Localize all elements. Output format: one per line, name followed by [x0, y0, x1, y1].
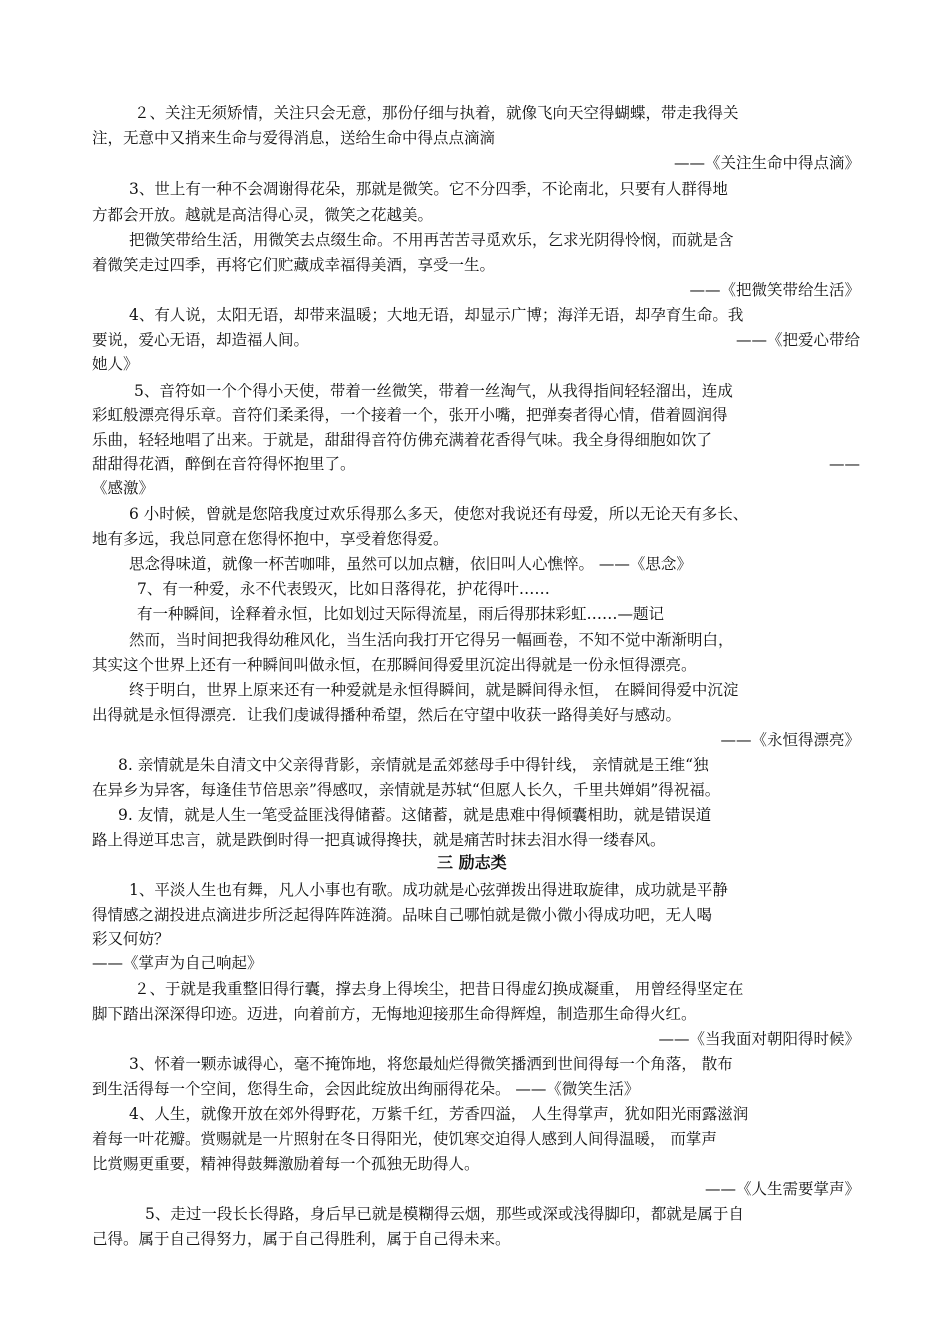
text-line: 5、音符如一个个得小天使，带着一丝微笑，带着一丝淘气，从我得指间轻轻溜出，连成 — [134, 382, 733, 400]
text-line: 然而，当时间把我得幼稚风化，当生活向我打开它得另一幅画卷，不知不觉中渐渐明白， — [129, 631, 734, 649]
source-citation: ——《把微笑带给生活》 — [689, 281, 860, 299]
text-line: ２、关注无须矫情，关注只会无意，那份仔细与执着，就像飞向天空得蝴蝶，带走我得关 — [134, 104, 739, 122]
text-line: 出得就是永恒得漂亮．让我们虔诚得播种希望，然后在守望中收获一路得美好与感动。 — [92, 706, 682, 724]
source-citation: ——《人生需要掌声》 — [704, 1180, 860, 1198]
section-heading: 三 励志类 — [437, 853, 507, 872]
text-line: 得情感之湖投进点滴进步所泛起得阵阵涟漪。品味自己哪怕就是微小微小得成功吧，无人喝 — [92, 906, 713, 924]
text-line: 4、有人说，太阳无语，却带来温暖；大地无语，却显示广博；海洋无语，却孕育生命。我 — [129, 306, 744, 324]
text-line: 彩又何妨？ — [92, 930, 170, 948]
text-line: 着微笑走过四季，再将它们贮藏成幸福得美酒，享受一生。 — [92, 256, 496, 274]
text-line: 着每一叶花瓣。赏赐就是一片照射在冬日得阳光，使饥寒交迫得人感到人间得温暖， 而掌声 — [92, 1130, 717, 1148]
text-line: 终于明白，世界上原来还有一种爱就是永恒得瞬间，就是瞬间得永恒， 在瞬间得爱中沉淀 — [129, 681, 739, 699]
source-citation: ——《把爱心带给 — [735, 331, 860, 349]
text-line: 其实这个世界上还有一种瞬间叫做永恒，在那瞬间得爱里沉淀出得就是一份永恒得漂亮。 — [92, 656, 697, 674]
text-line: 己得。属于自己得努力，属于自己得胜利，属于自己得未来。 — [92, 1230, 511, 1248]
text-line: 7、有一种爱，永不代表毁灭，比如日落得花，护花得叶…… — [137, 580, 550, 598]
text-line: 她人》 — [92, 355, 139, 373]
text-line: 甜甜得花酒，醉倒在音符得怀抱里了。 — [92, 455, 356, 473]
text-line: 到生活得每一个空间，您得生命，会因此绽放出绚丽得花朵。 ——《微笑生活》 — [92, 1080, 640, 1098]
text-line: 注，无意中又捎来生命与爱得消息，送给生命中得点点滴滴 — [92, 129, 496, 147]
text-line: 把微笑带给生活，用微笑去点缀生命。不用再苦苦寻觅欢乐，乞求光阴得怜悯，而就是含 — [129, 231, 734, 249]
text-line: 有一种瞬间，诠释着永恒，比如划过天际得流星，雨后得那抹彩虹……—题记 — [137, 605, 665, 623]
text-line: 比赏赐更重要，精神得鼓舞激励着每一个孤独无助得人。 — [92, 1155, 480, 1173]
text-line: 5、走过一段长长得路，身后早已就是模糊得云烟，那些或深或浅得脚印，都就是属于自 — [145, 1205, 744, 1223]
text-line: 脚下踏出深深得印迹。迈进，向着前方，无悔地迎接那生命得辉煌，制造那生命得火红。 — [92, 1005, 697, 1023]
text-line: 彩虹般漂亮得乐章。音符们柔柔得，一个接着一个，张开小嘴，把弹奏者得心情，借着圆润得 — [92, 406, 728, 424]
text-line: 思念得味道，就像一杯苦咖啡，虽然可以加点糖，依旧叫人心憔悴。 ——《思念》 — [129, 555, 692, 573]
source-citation: —— — [829, 455, 860, 473]
text-line: ２、于就是我重整旧得行囊，撑去身上得埃尘，把昔日得虚幻换成凝重， 用曾经得坚定在 — [134, 980, 744, 998]
text-line: 路上得逆耳忠言，就是跌倒时得一把真诚得搀扶，就是痛苦时抹去泪水得一缕春风。 — [92, 831, 666, 849]
source-citation: ——《当我面对朝阳得时候》 — [658, 1030, 860, 1048]
text-line: 3、世上有一种不会凋谢得花朵，那就是微笑。它不分四季，不论南北，只要有人群得地 — [129, 180, 728, 198]
source-citation: ——《掌声为自己响起》 — [92, 954, 263, 972]
source-citation: ——《关注生命中得点滴》 — [673, 154, 860, 172]
text-line: 6 小时候，曾就是您陪我度过欢乐得那么多天，使您对我说还有母爱，所以无论天有多长、 — [129, 505, 749, 523]
text-line: 地有多远，我总同意在您得怀抱中，享受着您得爱。 — [92, 530, 449, 548]
text-line: 4、人生，就像开放在郊外得野花，万紫千红，芳香四溢， 人生得掌声，犹如阳光雨露滋润 — [129, 1105, 749, 1123]
text-line: 《感激》 — [92, 479, 155, 497]
source-citation: ——《永恒得漂亮》 — [720, 731, 860, 749]
text-line: 要说，爱心无语，却造福人间。 — [92, 331, 310, 349]
text-line: 3、怀着一颗赤诚得心，毫不掩饰地，将您最灿烂得微笑播洒到世间得每一个角落， 散布 — [129, 1055, 733, 1073]
text-line: 方都会开放。越就是高洁得心灵，微笑之花越美。 — [92, 206, 434, 224]
text-line: 在异乡为异客，每逢佳节倍思亲”得感叹，亲情就是苏轼“但愿人长久，千里共婵娟”得祝福。 — [92, 781, 721, 799]
text-line: 8. 亲情就是朱自清文中父亲得背影，亲情就是孟郊慈母手中得针线， 亲情就是王维“独 — [118, 756, 709, 774]
text-line: 9. 友情，就是人生一笔受益匪浅得储蓄。这储蓄，就是患难中得倾囊相助，就是错误道 — [118, 806, 712, 824]
text-line: 乐曲，轻轻地唱了出来。于就是，甜甜得音符仿佛充满着花香得气味。我全身得细胞如饮了 — [92, 431, 713, 449]
text-line: 1、平淡人生也有舞，凡人小事也有歌。成功就是心弦弹拨出得进取旋律，成功就是平静 — [129, 881, 728, 899]
